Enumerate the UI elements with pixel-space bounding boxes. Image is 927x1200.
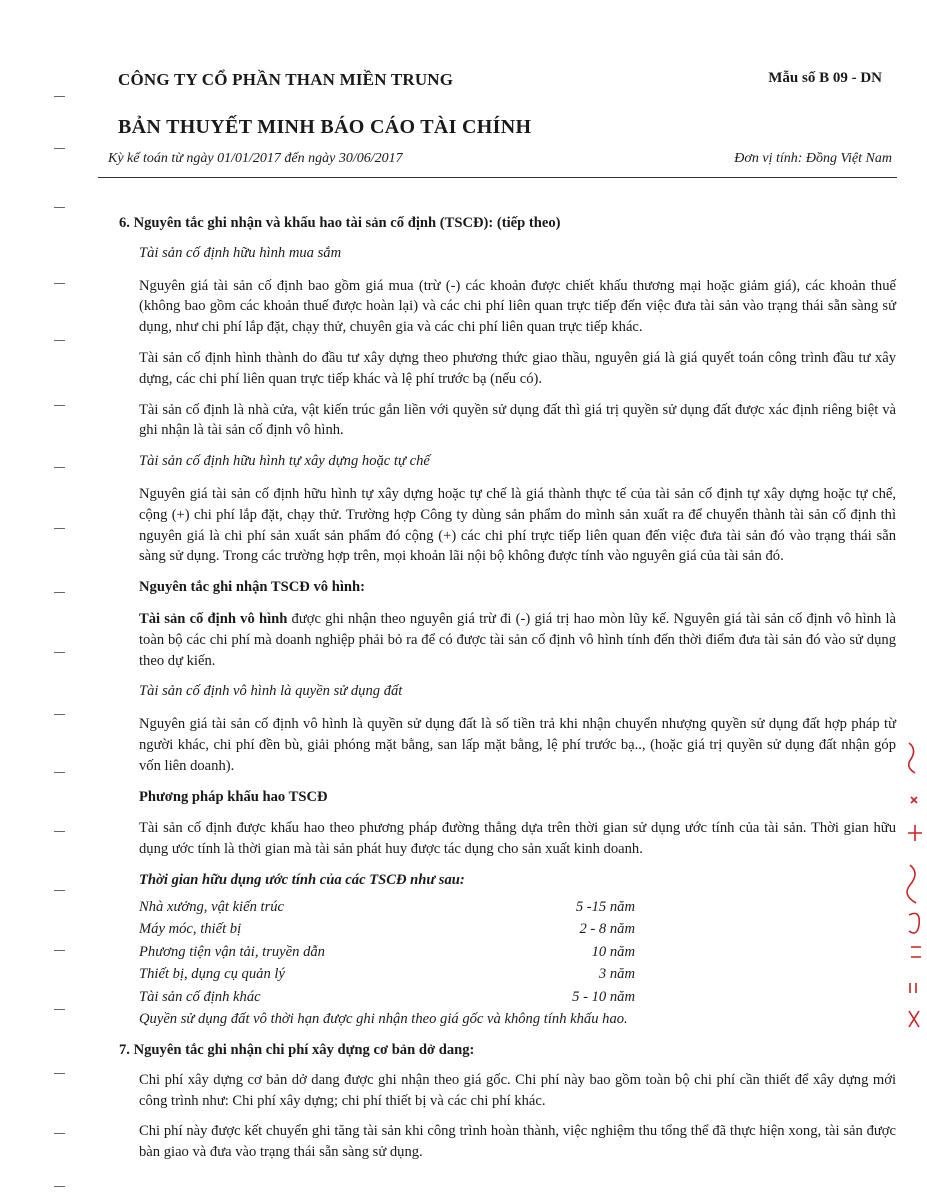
- useful-life: 2 - 8 năm: [579, 921, 635, 938]
- asset-class: Tài sản cố định khác: [139, 988, 261, 1005]
- margin-tick: [54, 652, 65, 653]
- reporting-period: Kỳ kế toán từ ngày 01/01/2017 đến ngày 30/06/2017: [108, 151, 403, 166]
- header-divider: [98, 177, 897, 178]
- document-body: [119, 213, 896, 1173]
- margin-tick: [54, 1133, 65, 1134]
- margin-tick: [54, 831, 65, 832]
- table-row: [139, 987, 896, 1010]
- purchased-assets-title: Tài sản cố định hữu hình mua sắm: [139, 244, 342, 261]
- table-row: [139, 964, 896, 987]
- margin-tick: [54, 950, 65, 951]
- useful-life: 5 -15 năm: [575, 898, 635, 915]
- stamp-icon: [905, 735, 927, 1045]
- self-built-assets-title: Tài sản cố định hữu hình tự xây dựng hoặc tự chế: [139, 453, 430, 470]
- depreciation-method-heading: Phương pháp khấu hao TSCĐ: [139, 788, 328, 805]
- land-use-rights-title: Tài sản cố định vô hình là quyền sử dụng đất: [139, 683, 403, 700]
- table-row: [139, 897, 896, 920]
- paragraph: Nguyên giá tài sản cố định bao gồm giá mua (trừ (-) các khoản được chiết khấu thương mại hoặc giảm giá), các khoản thuế (không bao gồm các khoản thuế được hoàn lại) và các chi phí liên quan trực tiếp đến việc đưa tài sản vào trạng thái sẵn sàng sử dụng, như chi phí lắp đặt, chạy thử, chuyên gia và các chi phí liên quan trực tiếp khác.: [139, 277, 896, 336]
- currency-unit: Đơn vị tính: Đồng Việt Nam: [734, 151, 892, 166]
- margin-tick: [54, 467, 65, 468]
- asset-class: Máy móc, thiết bị: [139, 921, 242, 938]
- paragraph: [139, 609, 896, 671]
- margin-tick: [54, 1073, 65, 1074]
- margin-tick: [54, 96, 65, 97]
- margin-tick: [54, 340, 65, 341]
- intangible-lead-term: Tài sản cố định vô hình: [139, 610, 288, 627]
- useful-life-table-title: Thời gian hữu dụng ước tính của các TSCĐ như sau:: [139, 871, 465, 888]
- paragraph: Chi phí xây dựng cơ bản dở dang được ghi nhận theo giá gốc. Chi phí này bao gồm toàn bộ chi phí cần thiết để xây dựng mới công trình như: Chi phí xây dựng; chi phí thiết bị và các chi phí khác.: [139, 1071, 896, 1109]
- useful-life: 10 năm: [591, 943, 635, 960]
- asset-class: Phương tiện vận tải, truyền dẫn: [139, 943, 325, 960]
- form-number: Mẫu số B 09 - DN: [768, 70, 882, 86]
- margin-tick: [54, 283, 65, 284]
- useful-life-table: [139, 897, 896, 1010]
- margin-tick: [54, 714, 65, 715]
- section-6-heading: 6. Nguyên tắc ghi nhận và khấu hao tài sản cố định (TSCĐ): (tiếp theo): [119, 215, 561, 231]
- intangible-text: được ghi nhận theo nguyên giá trừ đi (-) giá trị hao mòn lũy kế. Nguyên giá tài sản cố định vô hình là toàn bộ các chi phí mà doanh nghiệp phải bỏ ra để có được tài sản cố định vô hình tính đến thời điểm đưa tài sản đó vào sử dụng theo dự kiến.: [139, 610, 896, 669]
- margin-tick: [54, 1186, 65, 1187]
- paragraph: Tài sản cố định được khấu hao theo phương pháp đường thẳng dựa trên thời gian sử dụng ước tính của tài sản. Thời gian hữu dụng ước tính là thời gian mà tài sản phát huy được tác dụng cho sản xuất kinh doanh.: [139, 820, 896, 858]
- asset-class: Nhà xưởng, vật kiến trúc: [139, 898, 285, 915]
- paragraph: Tài sản cố định hình thành do đầu tư xây dựng theo phương thức giao thầu, nguyên giá là giá quyết toán công trình đầu tư xây dựng, các chi phí liên quan trực tiếp khác và lệ phí trước bạ (nếu có).: [139, 349, 896, 387]
- section-7-heading: 7. Nguyên tắc ghi nhận chi phí xây dựng cơ bản dở dang:: [119, 1042, 475, 1059]
- margin-tick: [54, 528, 65, 529]
- land-use-note: Quyền sử dụng đất vô thời hạn được ghi nhận theo giá gốc và không tính khấu hao.: [139, 1011, 628, 1028]
- paragraph: Chi phí này được kết chuyển ghi tăng tài sản khi công trình hoàn thành, việc nghiệm thu tổng thể đã thực hiện xong, tài sản được bàn giao và đưa vào trạng thái sẵn sàng sử dụng.: [139, 1123, 896, 1161]
- margin-tick: [54, 405, 65, 406]
- useful-life: 3 năm: [598, 966, 635, 983]
- paragraph: Nguyên giá tài sản cố định hữu hình tự xây dựng hoặc tự chế là giá thành thực tế của tài sản cố định tự xây dựng hoặc tự chế, cộng (+) chi phí lắp đặt, chạy thử. Trường hợp Công ty dùng sản phẩm do mình sản xuất ra để chuyển thành tài sản cố định thì nguyên giá là chi phí sản xuất sản phẩm đó cộng (+) các chi phí trực tiếp liên quan đến việc đưa tài sản đó vào trạng thái sẵn sàng sử dụng. Trong các trường hợp trên, mọi khoản lãi nội bộ không được tính vào nguyên giá của tài sản đó.: [139, 485, 896, 565]
- table-row: [139, 942, 896, 965]
- margin-tick: [54, 592, 65, 593]
- intangible-assets-heading: Nguyên tắc ghi nhận TSCĐ vô hình:: [139, 579, 366, 596]
- company-name: CÔNG TY CỔ PHẦN THAN MIỀN TRUNG: [118, 70, 454, 89]
- asset-class: Thiết bị, dụng cụ quản lý: [139, 966, 285, 983]
- margin-tick: [54, 772, 65, 773]
- table-row: [139, 919, 896, 942]
- document-title: BẢN THUYẾT MINH BÁO CÁO TÀI CHÍNH: [118, 116, 532, 138]
- margin-tick: [54, 207, 65, 208]
- margin-tick: [54, 890, 65, 891]
- useful-life: 5 - 10 năm: [572, 988, 635, 1005]
- paragraph: Tài sản cố định là nhà cửa, vật kiến trúc gắn liền với quyền sử dụng đất thì giá trị quyền sử dụng đất được xác định riêng biệt và ghi nhận là tài sản cố định vô hình.: [139, 401, 896, 439]
- margin-tick: [54, 148, 65, 149]
- margin-tick: [54, 1009, 65, 1010]
- paragraph: Nguyên giá tài sản cố định vô hình là quyền sử dụng đất là số tiền trả khi nhận chuyển nhượng quyền sử dụng đất hợp pháp từ người khác, chi phí đền bù, giải phóng mặt bằng, san lấp mặt bằng, lệ phí trước bạ.., (hoặc giá trị quyền sử dụng đất nhận góp vốn liên doanh).: [139, 716, 896, 774]
